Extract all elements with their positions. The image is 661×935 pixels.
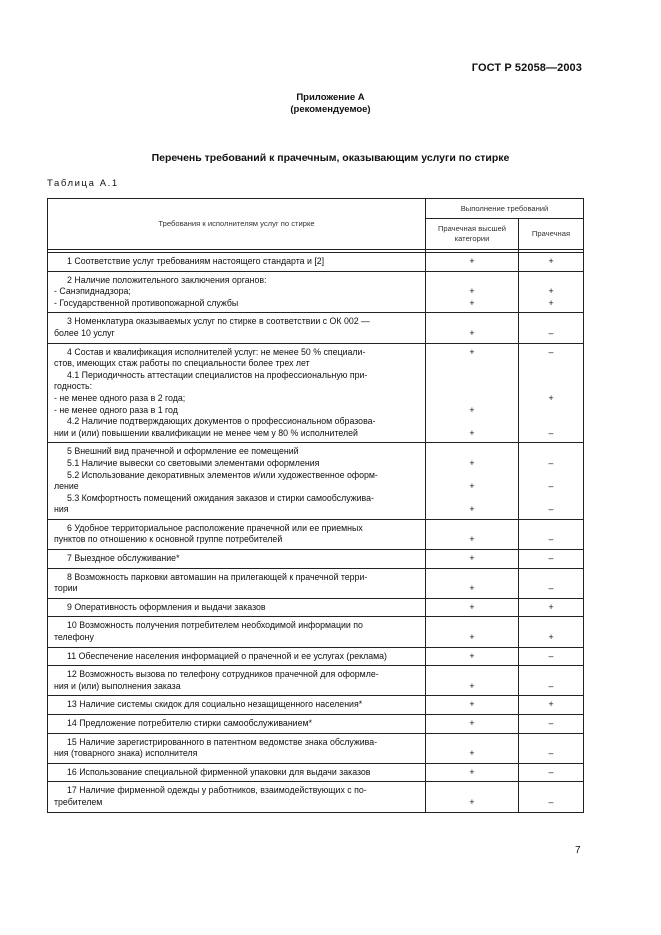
mark-highest-category (426, 519, 519, 549)
requirement-line: пунктов по отношению к основной группе потребителей (54, 534, 283, 545)
requirement-line: 3 Номенклатура оказываемых услуг по стирке в соответствии с ОК 002 — (67, 316, 370, 327)
mark-value (519, 669, 583, 681)
mark-highest-category (426, 598, 519, 617)
requirement-cell (48, 550, 426, 569)
requirement-line: 12 Возможность вызова по телефону сотрудников прачечной для оформле- (67, 669, 379, 680)
mark-laundry (519, 271, 584, 313)
appendix-heading (0, 92, 661, 116)
mark-value (426, 370, 518, 382)
table-row (48, 598, 584, 617)
mark-value (426, 416, 518, 428)
mark-value: + (469, 766, 475, 777)
table-row (48, 313, 584, 343)
requirement-line: требителем (54, 796, 103, 807)
mark-value (519, 446, 583, 458)
mark-laundry (519, 343, 584, 443)
requirement-line: 13 Наличие системы скидок для социально незащищенного населения* (67, 699, 363, 710)
standard-designation: ГОСТ Р 52058—2003 (471, 62, 582, 74)
mark-highest-category (426, 617, 519, 647)
mark-highest-category (426, 733, 519, 763)
mark-value (426, 669, 518, 681)
requirement-line: 5 Внешний вид прачечной и оформление ее помещений (67, 446, 299, 457)
requirement-line: стов, имеющих стаж работы по специальности более трех лет (54, 358, 310, 369)
mark-value: + (548, 286, 554, 297)
mark-laundry (519, 666, 584, 696)
mark-value: – (548, 481, 554, 492)
requirement-line: 5.1 Наличие вывески со световыми элементами оформления (67, 457, 320, 468)
mark-highest-category (426, 443, 519, 520)
table-row (48, 647, 584, 666)
mark-value: – (548, 504, 554, 515)
mark-value: – (548, 766, 554, 777)
mark-value: – (548, 553, 554, 564)
mark-value: + (548, 601, 554, 612)
mark-value (426, 523, 518, 535)
requirement-cell (48, 443, 426, 520)
mark-value (519, 358, 583, 370)
requirement-line: 9 Оперативность оформления и выдачи заказов (67, 601, 266, 612)
mark-value: – (548, 650, 554, 661)
table-row (48, 666, 584, 696)
requirement-line: ление (54, 481, 79, 492)
mark-value: + (548, 699, 554, 710)
mark-value (519, 405, 583, 417)
table-row (48, 519, 584, 549)
requirement-cell (48, 253, 426, 272)
mark-value: + (469, 553, 475, 564)
requirement-line: 17 Наличие фирменной одежды у работников, взаимодействующих с по- (67, 785, 367, 796)
mark-value: – (548, 583, 554, 594)
mark-value: + (469, 718, 475, 728)
mark-value (426, 620, 518, 632)
requirements-table (47, 198, 584, 813)
mark-value: – (548, 427, 554, 438)
mark-laundry (519, 782, 584, 812)
mark-value: + (469, 748, 475, 759)
table-row (48, 763, 584, 782)
requirement-line: 15 Наличие зарегистрированного в патентном ведомстве знака обслужива- (67, 736, 378, 747)
mark-value: + (469, 404, 475, 415)
requirement-line: 16 Использование специальной фирменной упаковки для выдачи заказов (67, 766, 371, 777)
mark-value: + (469, 297, 475, 308)
requirement-line: телефону (54, 632, 94, 643)
mark-value: + (469, 650, 475, 661)
mark-value: + (469, 286, 475, 297)
mark-value (519, 381, 583, 393)
requirement-line: тории (54, 583, 78, 594)
mark-highest-category (426, 271, 519, 313)
mark-highest-category (426, 782, 519, 812)
requirement-line: - Государственной противопожарной службы (54, 297, 239, 308)
requirement-line: - Санэпиднадзора; (54, 286, 131, 297)
mark-highest-category (426, 715, 519, 734)
requirement-line: 8 Возможность парковки автомашин на прилегающей к прачечной терри- (67, 571, 368, 582)
appendix-subtitle: (рекомендуемое) (290, 104, 371, 115)
requirement-line: - не менее одного раза в 1 год (54, 404, 178, 415)
requirement-cell (48, 782, 426, 812)
requirement-cell (48, 617, 426, 647)
mark-value: + (469, 534, 475, 545)
mark-value (426, 446, 518, 458)
mark-value: + (469, 680, 475, 691)
mark-value: + (469, 632, 475, 643)
requirement-cell (48, 733, 426, 763)
table-row (48, 782, 584, 812)
mark-value: + (469, 699, 475, 710)
mark-value (426, 275, 518, 287)
requirement-line: годность: (54, 381, 93, 392)
mark-laundry (519, 550, 584, 569)
table-row (48, 568, 584, 598)
mark-value (519, 370, 583, 382)
requirement-line: 7 Выездное обслуживание* (67, 553, 180, 564)
mark-value: + (548, 256, 554, 266)
requirement-cell (48, 715, 426, 734)
appendix-title: Приложение А (296, 92, 365, 103)
header-requirements: Требования к исполнителям услуг по стирке (48, 199, 426, 250)
requirement-line: 4.2 Наличие подтверждающих документов о профессиональном образова- (67, 416, 376, 427)
mark-laundry (519, 696, 584, 715)
mark-highest-category (426, 647, 519, 666)
mark-highest-category (426, 343, 519, 443)
mark-value: + (548, 297, 554, 308)
mark-laundry (519, 617, 584, 647)
table-row (48, 271, 584, 313)
requirement-cell (48, 519, 426, 549)
mark-laundry (519, 733, 584, 763)
mark-highest-category (426, 253, 519, 272)
requirement-cell (48, 598, 426, 617)
mark-value (519, 493, 583, 505)
requirement-line: 6 Удобное территориальное расположение прачечной или ее приемных (67, 522, 363, 533)
mark-highest-category (426, 568, 519, 598)
mark-value: + (548, 632, 554, 643)
mark-laundry (519, 715, 584, 734)
mark-value (519, 316, 583, 328)
mark-laundry (519, 568, 584, 598)
requirement-line: 4 Состав и квалификация исполнителей услуг: не менее 50 % специали- (67, 346, 366, 357)
mark-laundry (519, 647, 584, 666)
requirement-line: 14 Предложение потребителю стирки самообслуживанием* (67, 718, 312, 728)
mark-value (426, 493, 518, 505)
mark-value (519, 275, 583, 287)
mark-value: + (469, 583, 475, 594)
requirement-line: 2 Наличие положительного заключения органов: (67, 274, 267, 285)
mark-value: – (548, 534, 554, 545)
requirement-line: ния (товарного знака) исполнителя (54, 748, 198, 759)
mark-value: + (469, 601, 475, 612)
mark-value: – (548, 796, 554, 807)
mark-value: + (469, 504, 475, 515)
mark-value (426, 358, 518, 370)
mark-value (519, 620, 583, 632)
mark-highest-category (426, 666, 519, 696)
requirement-line: более 10 услуг (54, 327, 115, 338)
page-number: 7 (575, 845, 581, 856)
mark-value: + (548, 392, 554, 403)
mark-laundry (519, 598, 584, 617)
mark-value (426, 316, 518, 328)
mark-highest-category (426, 763, 519, 782)
requirement-line: 1 Соответствие услуг требованиям настоящего стандарта и [2] (67, 256, 325, 266)
requirement-cell (48, 647, 426, 666)
table-row (48, 443, 584, 520)
mark-highest-category (426, 550, 519, 569)
mark-value: + (469, 481, 475, 492)
requirement-cell (48, 696, 426, 715)
mark-value (519, 737, 583, 749)
table-caption: Таблица А.1 (47, 178, 119, 189)
mark-value (426, 381, 518, 393)
table-body (48, 253, 584, 813)
mark-laundry (519, 519, 584, 549)
requirement-line: 5.2 Использование декоративных элементов и/или художественное оформ- (67, 469, 378, 480)
mark-value (426, 393, 518, 405)
requirement-line: - не менее одного раза в 2 года; (54, 392, 186, 403)
header-highest-category: Прачечная высшей категории (426, 219, 519, 250)
requirement-line: нии и (или) повышении квалификации не менее чем у 80 % исполнителей (54, 427, 358, 438)
mark-value: – (548, 680, 554, 691)
header-execution: Выполнение требований (426, 199, 584, 219)
mark-value: + (469, 457, 475, 468)
mark-value (519, 785, 583, 797)
mark-value: + (469, 327, 475, 338)
requirement-line: ния (54, 504, 69, 515)
mark-value (519, 416, 583, 428)
mark-value: – (548, 748, 554, 759)
requirement-line: 5.3 Комфортность помещений ожидания заказов и стирки самообслужива- (67, 492, 374, 503)
mark-value: + (469, 796, 475, 807)
requirement-cell (48, 313, 426, 343)
requirement-line: 4.1 Периодичность аттестации специалистов на профессиональную при- (67, 369, 368, 380)
mark-value (426, 572, 518, 584)
table-row (48, 696, 584, 715)
mark-laundry (519, 313, 584, 343)
mark-value (426, 737, 518, 749)
mark-value: – (548, 346, 554, 357)
mark-value: – (548, 327, 554, 338)
mark-value: + (469, 427, 475, 438)
mark-value (519, 470, 583, 482)
table-row (48, 733, 584, 763)
mark-value (519, 572, 583, 584)
document-title: Перечень требований к прачечным, оказывающим услуги по стирке (151, 152, 510, 164)
mark-value (426, 785, 518, 797)
mark-value: + (469, 346, 475, 357)
mark-laundry (519, 763, 584, 782)
header-laundry: Прачечная (519, 219, 584, 250)
mark-value: – (548, 457, 554, 468)
requirement-cell (48, 763, 426, 782)
mark-value (426, 470, 518, 482)
table-row (48, 715, 584, 734)
requirement-cell (48, 271, 426, 313)
table-row (48, 550, 584, 569)
table-row (48, 253, 584, 272)
mark-value (519, 523, 583, 535)
mark-value: + (469, 256, 475, 266)
mark-laundry (519, 253, 584, 272)
requirement-cell (48, 343, 426, 443)
mark-highest-category (426, 313, 519, 343)
table-row (48, 617, 584, 647)
requirement-line: 10 Возможность получения потребителем необходимой информации по (67, 620, 363, 631)
mark-value: – (548, 718, 554, 728)
mark-laundry (519, 443, 584, 520)
mark-highest-category (426, 696, 519, 715)
requirement-cell (48, 568, 426, 598)
table-row (48, 343, 584, 443)
requirement-cell (48, 666, 426, 696)
requirement-line: 11 Обеспечение населения информацией о прачечной и ее услугах (реклама) (67, 650, 387, 661)
requirement-line: ния и (или) выполнения заказа (54, 680, 181, 691)
